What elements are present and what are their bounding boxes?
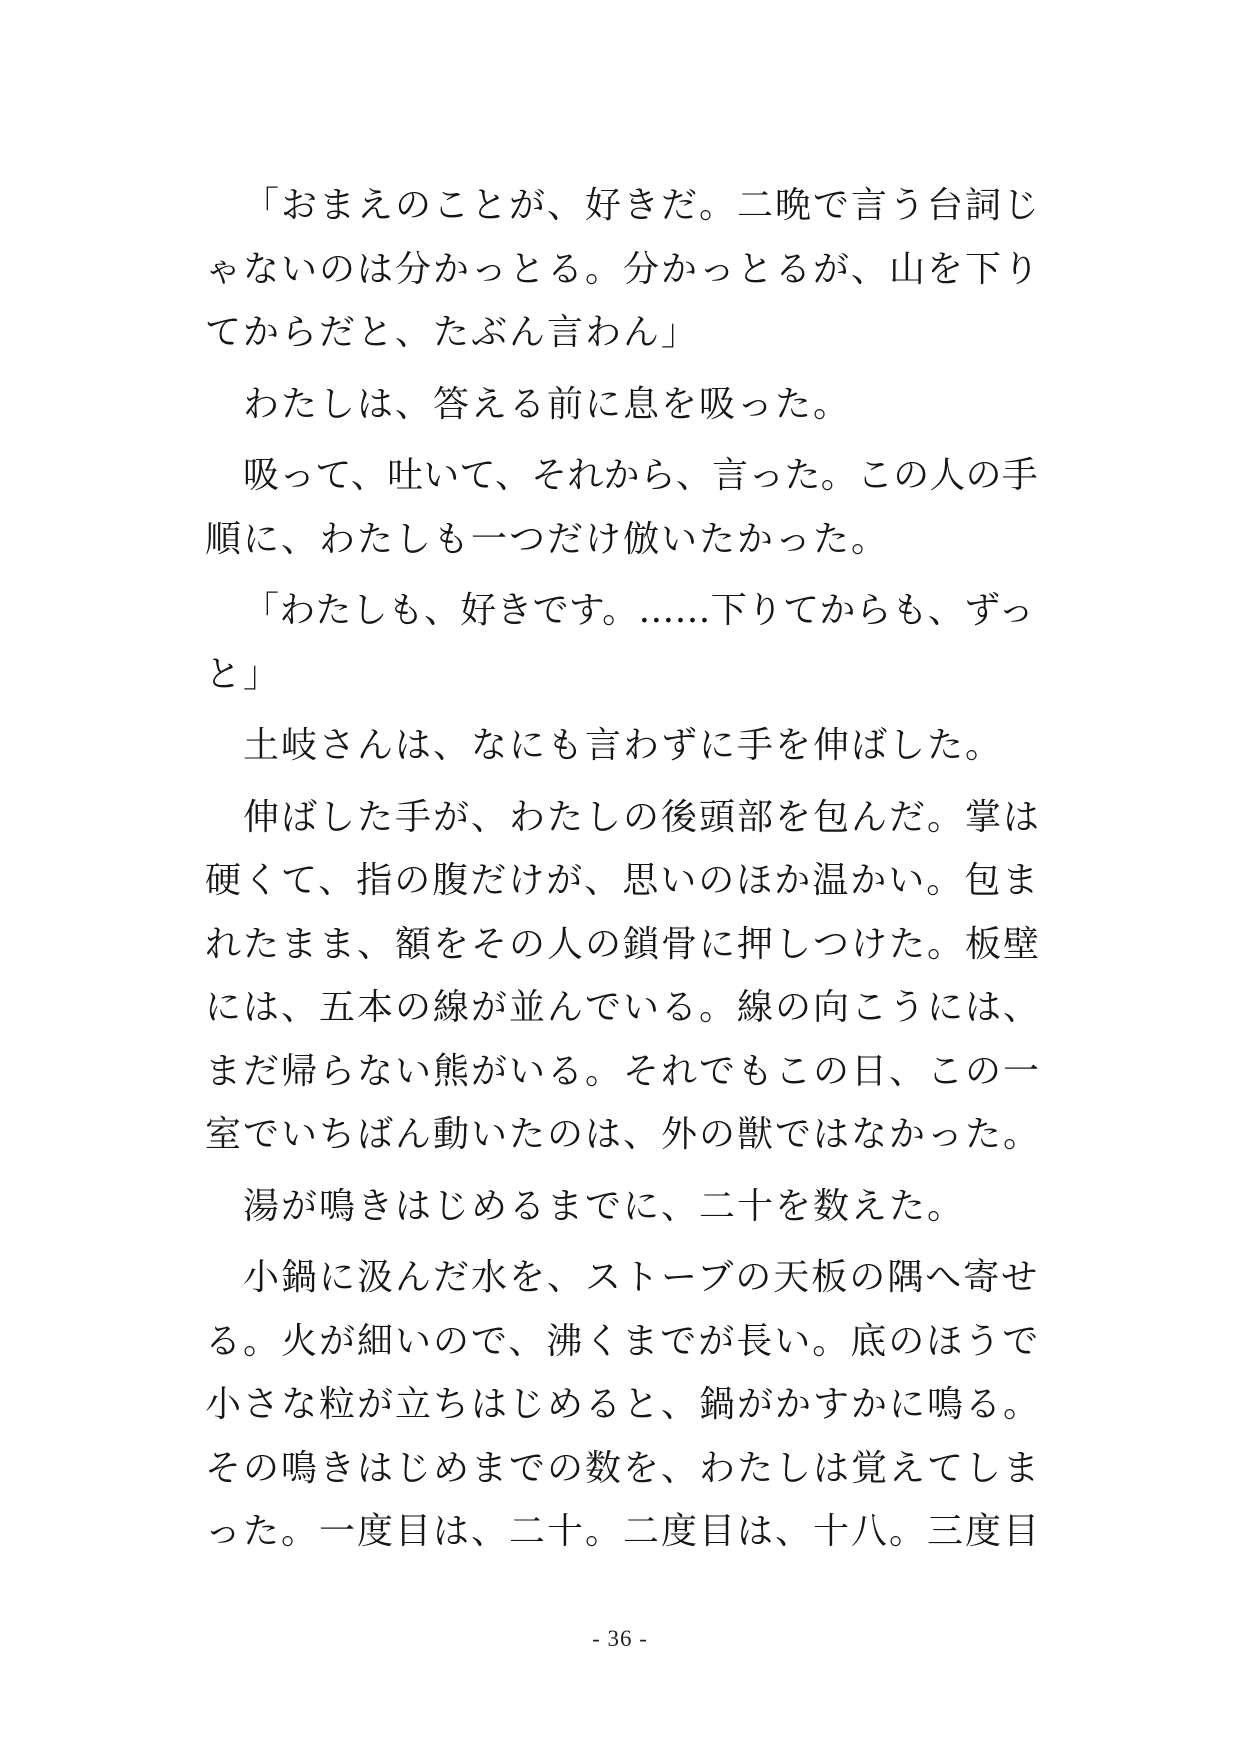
paragraph bbox=[205, 786, 1045, 1167]
text-line: 吸って、吐いて、それから、言った。この人の手 bbox=[243, 455, 1038, 496]
paragraph bbox=[205, 714, 1045, 778]
text-line: る。火が細いので、沸くまでが長い。底のほうで bbox=[205, 1320, 1041, 1362]
text-line: 小さな粒が立ちはじめると、鍋がかすかに鳴る。 bbox=[205, 1384, 1042, 1425]
text-line: その鳴きはじめまでの数を、わたしは覚えてしま bbox=[205, 1447, 1042, 1489]
text-line: 小鍋に汲んだ水を、ストーブの天板の隅へ寄せ bbox=[243, 1257, 1040, 1298]
text-line: てからだと、たぶん言わん」 bbox=[205, 312, 700, 353]
page-number: - 36 - bbox=[592, 1626, 648, 1651]
paragraph bbox=[205, 1175, 1045, 1239]
text-line: った。一度目は、二十。二度目は、十八。三度目 bbox=[205, 1511, 1042, 1552]
text-line: 室でいちばん動いたのは、外の獣ではなかった。 bbox=[205, 1114, 1042, 1155]
paragraph bbox=[205, 1246, 1045, 1564]
paragraph bbox=[205, 174, 1045, 365]
paragraph bbox=[205, 373, 1045, 437]
text-line: には、五本の線が並んでいる。線の向こうには、 bbox=[205, 987, 1042, 1028]
body-text bbox=[205, 174, 1045, 1564]
text-line: ゃないのは分かっとる。分かっとるが、山を下り bbox=[205, 248, 1042, 290]
text-line: わたしは、答える前に息を吸った。 bbox=[243, 383, 852, 425]
text-line: 伸ばした手が、わたしの後頭部を包んだ。掌は bbox=[243, 796, 1042, 838]
text-line: まだ帰らない熊がいる。それでもこの日、この一 bbox=[205, 1050, 1042, 1092]
paragraph bbox=[205, 444, 1045, 571]
text-line: 土岐さんは、なにも言わずに手を伸ばした。 bbox=[243, 725, 1004, 766]
paragraph bbox=[205, 579, 1045, 706]
text-line: 「わたしも、好きです。……下りてからも、ずっ bbox=[243, 590, 1035, 631]
text-line: と」 bbox=[205, 653, 282, 695]
text-line: 「おまえのことが、好きだ。二晩で言う台詞じ bbox=[243, 185, 1042, 226]
text-line: 硬くて、指の腹だけが、思いのほか温かい。包ま bbox=[205, 860, 1041, 901]
text-line: れたまま、額をその人の鎖骨に押しつけた。板壁 bbox=[205, 923, 1042, 965]
text-line: 湯が鳴きはじめるまでに、二十を数えた。 bbox=[243, 1185, 966, 1227]
text-line: 順に、わたしも一つだけ倣いたかった。 bbox=[205, 518, 890, 560]
